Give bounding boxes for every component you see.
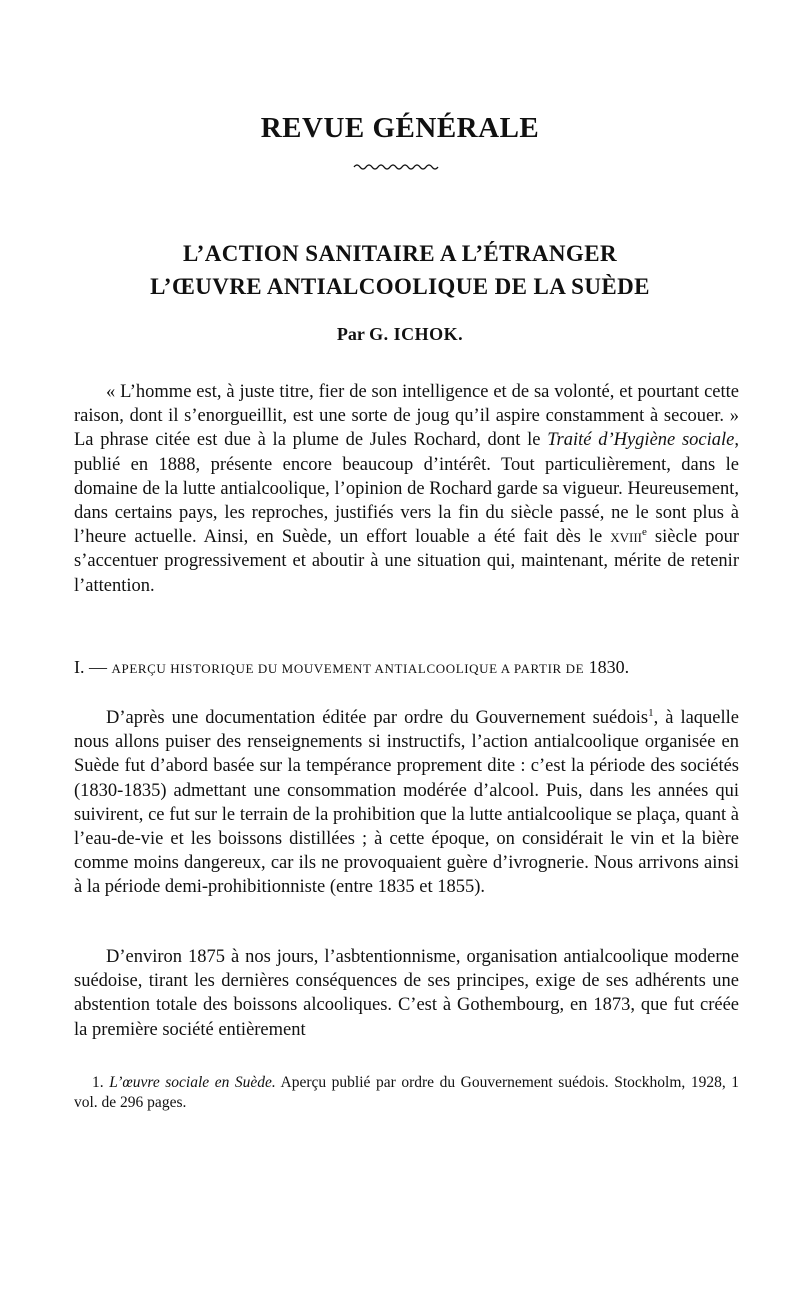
- intro-text-2: , publié en 1888, présente encore beaucoup d’intérêt. Tout particulièrement, dans le domaine de la lutte antialcoolique, l’opinion de Rochard garde sa vigueur. Heureusement, dans certains pays, les reproches, justifiés vers la fin du siècle passé, ne le sont plus à l’heure actuelle. Ainsi, en Suède, un effort louable a été fait dès le: [74, 430, 740, 548]
- article-title-line-1: L’ACTION SANITAIRE A L’ÉTRANGER: [183, 241, 617, 266]
- section-paragraph-2: D’environ 1875 à nos jours, l’asbtentionnisme, organisation antialcoolique moderne suédoise, tirant les dernières conséquences de ses principes, exige de ses adhérents une abstention totale des boissons alcooliques. C’est à Gothembourg, en 1873, que fut créée la première société entièrement: [74, 947, 739, 1040]
- footnote-italic-title: L’œuvre sociale en Suède.: [109, 1074, 276, 1091]
- section-number: I. —: [74, 657, 107, 677]
- footnote-number: 1.: [92, 1074, 104, 1091]
- footnote-reference: 1: [648, 706, 654, 719]
- article-title-line-2: L’ŒUVRE ANTIALCOOLIQUE DE LA SUÈDE: [150, 274, 650, 299]
- section-heading: [74, 657, 744, 678]
- journal-header: REVUE GÉNÉRALE: [260, 112, 540, 144]
- section-heading-text: APERÇU HISTORIQUE DU MOUVEMENT ANTIALCOOLIQUE A PARTIR DE: [111, 661, 585, 676]
- article-byline: [0, 324, 800, 345]
- intro-century: xviii: [610, 527, 642, 548]
- wavy-rule-ornament: [352, 160, 442, 174]
- intro-century-sup: e: [642, 526, 647, 539]
- section-p1-text-1: D’après une documentation éditée par ordre du Gouvernement suédois: [106, 708, 649, 728]
- intro-italic-title: Traité d’Hygiène sociale: [547, 430, 735, 451]
- byline-prefix: Par: [336, 324, 365, 344]
- footnote-text: Aperçu publié par ordre du Gouvernement suédois. Stockholm, 1928, 1 vol. de 296 pages.: [74, 1074, 740, 1111]
- intro-text-3: siècle pour s’accentuer progressivement et aboutir à une situation qui, maintenant, mérite de retenir l’attention.: [74, 527, 740, 596]
- section-heading-year: 1830.: [588, 657, 630, 677]
- section-paragraph-1: [74, 706, 739, 900]
- byline-author: G. ICHOK.: [369, 324, 464, 344]
- footnote: [74, 1073, 739, 1113]
- intro-paragraph: [74, 380, 739, 598]
- intro-text-1: « L’homme est, à juste titre, fier de son intelligence et de sa volonté, et pourtant cette raison, dont il s’enorgueillit, est une sorte de joug qu’il aspire constamment à secouer. » La phrase citée est due à la plume de Jules Rochard, dont le: [74, 382, 739, 451]
- section-p1-text-2: , à laquelle nous allons puiser des renseignements si instructifs, l’action antialcoolique organisée en Suède fut d’abord basée sur la tempérance proprement dite : c’est la période des sociétés (1830-1835) admettant une consommation modérée d’alcool. Puis, dans les années qui suivirent, ce fut sur le terrain de la prohibition que la lutte antialcoolique se plaça, quant à l’eau-de-vie et les boissons distillées ; à cette époque, on considérait le vin et la bière comme moins dangereux, car ils ne provoquaient guère d’ivrognerie. Nous arrivons ainsi à la période demi-prohibitionniste (entre 1835 et 1855).: [74, 708, 739, 898]
